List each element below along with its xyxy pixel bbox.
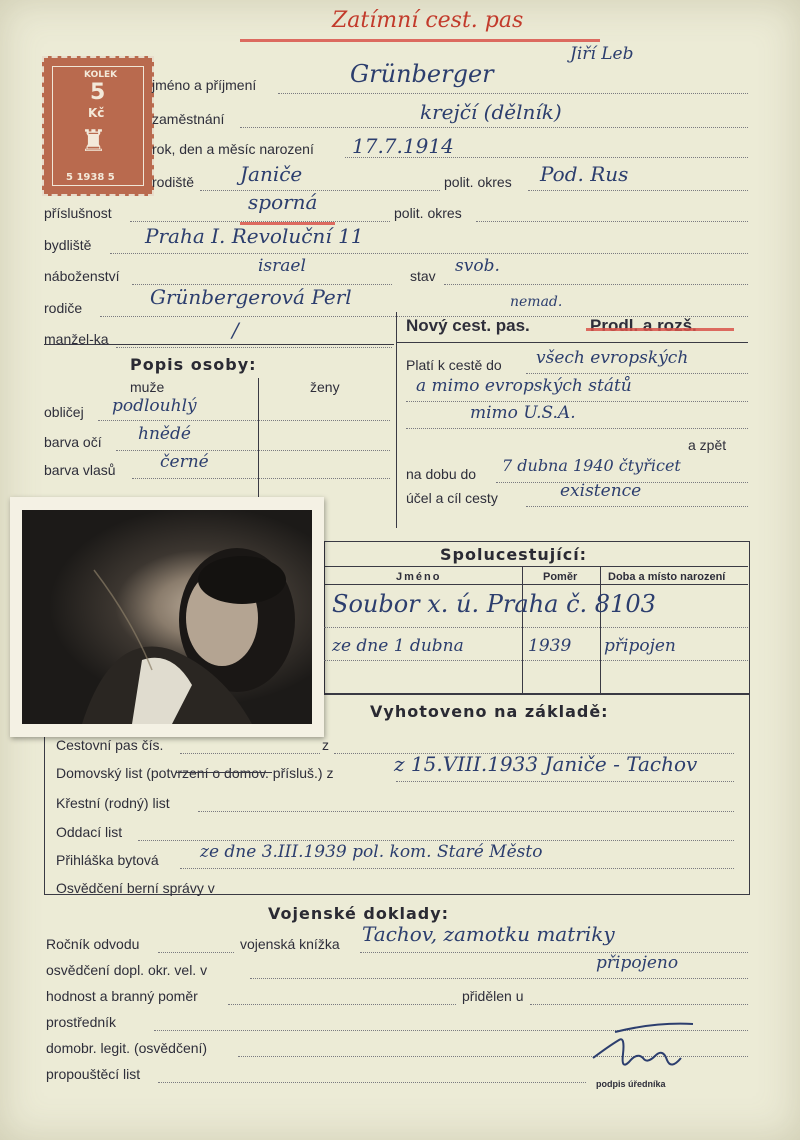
home-strike <box>176 772 272 773</box>
citizenship-value: sporná <box>248 190 318 214</box>
description-divider <box>258 378 259 498</box>
district-label: polit. okres <box>444 174 512 190</box>
residence-label: bydliště <box>44 237 92 253</box>
cert-label: osvědčení dopl. okr. vel. v <box>46 962 208 978</box>
name-line <box>278 93 748 94</box>
companion-row-2-c: připojen <box>604 636 676 656</box>
discharge-label: propouštěcí list <box>46 1066 141 1082</box>
return-label: a zpět <box>688 437 727 453</box>
parents-note: nemad. <box>510 294 563 310</box>
baptism-line <box>198 811 734 812</box>
home-line <box>396 781 734 782</box>
occupation-label: zaměstnání <box>152 111 225 127</box>
residence-value: Praha I. Revoluční 11 <box>145 224 364 248</box>
tax-label: Osvědčení berní správy v <box>56 880 215 896</box>
rank-label: hodnost a branný poměr <box>46 988 198 1004</box>
issued-heading: Vyhotoveno na základě: <box>370 702 609 721</box>
companions-heading-rule <box>324 566 748 567</box>
portrait-photo <box>10 497 324 737</box>
purpose-label: účel a cíl cesty <box>406 490 498 506</box>
valid-value-1: všech evropských <box>536 348 689 368</box>
spouse-line <box>116 347 392 348</box>
companion-row-2-a: ze dne 1 dubna <box>332 636 464 656</box>
book-line <box>360 952 748 953</box>
extension-strike <box>586 328 734 331</box>
male-label: muže <box>130 379 165 395</box>
eyes-value: hnědé <box>138 424 191 444</box>
intermediary-label: prostředník <box>46 1014 117 1030</box>
companion-row-1: Soubor x. ú. Praha č. 8103 <box>332 590 656 618</box>
passport-left-border <box>396 312 397 528</box>
assigned-label: přidělen u <box>462 988 524 1004</box>
marriage-label: Oddací list <box>56 824 123 840</box>
stamp-top: KOLEK <box>84 70 118 80</box>
female-label: ženy <box>310 379 340 395</box>
signature-label: podpis úředníka <box>596 1079 666 1089</box>
religion-label: náboženství <box>44 268 120 284</box>
cert-line <box>250 978 748 979</box>
citizenship-label: příslušnost <box>44 205 112 221</box>
face-line <box>98 420 390 421</box>
birth-value: 17.7.1914 <box>352 134 454 158</box>
col-relation: Poměr <box>543 571 578 583</box>
book-label: vojenská knížka <box>240 936 340 952</box>
parents-label: rodiče <box>44 300 83 316</box>
religion-value: israel <box>258 256 306 276</box>
passport-number-suffix: z <box>322 737 329 753</box>
stamp-currency: Kč <box>88 106 105 120</box>
rank-line <box>228 1004 456 1005</box>
book-value: Tachov, zamotku matriky <box>362 922 615 946</box>
description-heading: Popis osoby: <box>130 355 257 374</box>
companions-header-rule <box>324 584 748 585</box>
col-name: Jméno <box>396 571 442 583</box>
companions-row-rule-2 <box>324 660 748 661</box>
lion-icon: ♜ <box>80 124 107 159</box>
valid-line-1 <box>526 373 748 374</box>
purpose-line <box>526 506 748 507</box>
occupation-line <box>240 127 748 128</box>
district-line <box>528 190 748 191</box>
form-title: Zatímní cest. pas <box>332 8 524 33</box>
name-value: Grünberger <box>350 60 494 88</box>
duration-value: 7 dubna 1940 čtyřicet <box>502 456 681 475</box>
hair-label: barva vlasů <box>44 462 116 478</box>
birthplace-label: rodiště <box>152 174 195 190</box>
companion-row-2-b: 1939 <box>528 636 572 656</box>
passport-header-rule <box>396 342 748 343</box>
baptism-label: Křestní (rodný) list <box>56 795 170 811</box>
cert-value: připojeno <box>596 953 679 973</box>
purpose-value: existence <box>560 481 642 501</box>
residence-line <box>110 253 748 254</box>
home-label: Domovský list (potvrzení o domov. přísluš.) z <box>56 765 334 781</box>
legit-label: domobr. legit. (osvědčení) <box>46 1040 208 1056</box>
portrait-figure <box>22 510 312 724</box>
citizenship-district-label: polit. okres <box>394 205 462 221</box>
companions-heading: Spolucestující: <box>440 545 588 564</box>
name-extra: Jiří Leb <box>570 44 634 64</box>
status-line <box>444 284 748 285</box>
spouse-value: / <box>232 318 239 342</box>
year-label: Ročník odvodu <box>46 936 140 952</box>
registration-label: Přihláška bytová <box>56 852 159 868</box>
assigned-line <box>530 1004 748 1005</box>
duration-label: na dobu do <box>406 466 477 482</box>
spouse-label: manžel-ka <box>44 331 109 347</box>
face-value: podlouhlý <box>112 396 197 416</box>
hair-line <box>132 478 390 479</box>
status-label: stav <box>410 268 436 284</box>
eyes-line <box>116 450 390 451</box>
title-underline <box>240 39 600 42</box>
companions-col-divider-1 <box>522 566 523 693</box>
registration-value: ze dne 3.III.1939 pol. kom. Staré Město <box>200 842 543 862</box>
military-heading: Vojenské doklady: <box>268 904 450 923</box>
status-value: svob. <box>455 256 500 276</box>
col-birth: Doba a místo narození <box>608 571 726 583</box>
revenue-stamp <box>42 56 154 196</box>
home-value: z 15.VIII.1933 Janiče - Tachov <box>394 752 698 776</box>
stamp-value: 5 <box>90 80 106 105</box>
birthplace-line <box>200 190 440 191</box>
description-top-rule <box>44 344 394 345</box>
stamp-bottom: 5 1938 5 <box>66 172 115 183</box>
parents-value: Grünbergerová Perl <box>150 285 352 309</box>
valid-value-3: mimo U.S.A. <box>470 403 576 423</box>
birth-label: rok, den a měsíc narození <box>152 141 314 157</box>
companions-row-rule-1 <box>324 627 748 628</box>
official-signature <box>585 1018 705 1084</box>
district-value: Pod. Rus <box>540 162 629 186</box>
eyes-label: barva očí <box>44 434 102 450</box>
portrait-image <box>22 510 312 724</box>
valid-line-2 <box>406 401 748 402</box>
valid-line-3 <box>406 428 748 429</box>
year-line <box>158 952 234 953</box>
registration-line <box>180 868 734 869</box>
hair-value: černé <box>160 452 209 472</box>
new-passport-label: Nový cest. pas. <box>406 316 530 335</box>
name-label: jméno a příjmení <box>152 77 257 93</box>
passport-number-line <box>180 753 320 754</box>
passport-number-label: Cestovní pas čís. <box>56 737 164 753</box>
birthplace-value: Janiče <box>240 162 303 186</box>
face-label: obličej <box>44 404 84 420</box>
discharge-line <box>158 1082 586 1083</box>
marriage-line <box>138 840 734 841</box>
companions-col-divider-2 <box>600 566 601 693</box>
valid-value-2: a mimo evropských států <box>416 376 632 396</box>
occupation-value: krejčí (dělník) <box>420 100 562 124</box>
companions-table <box>324 541 750 695</box>
valid-label: Platí k cestě do <box>406 357 502 373</box>
citizenship-district-line <box>476 221 748 222</box>
extension-label: Prodl. a rozš. <box>590 316 697 335</box>
